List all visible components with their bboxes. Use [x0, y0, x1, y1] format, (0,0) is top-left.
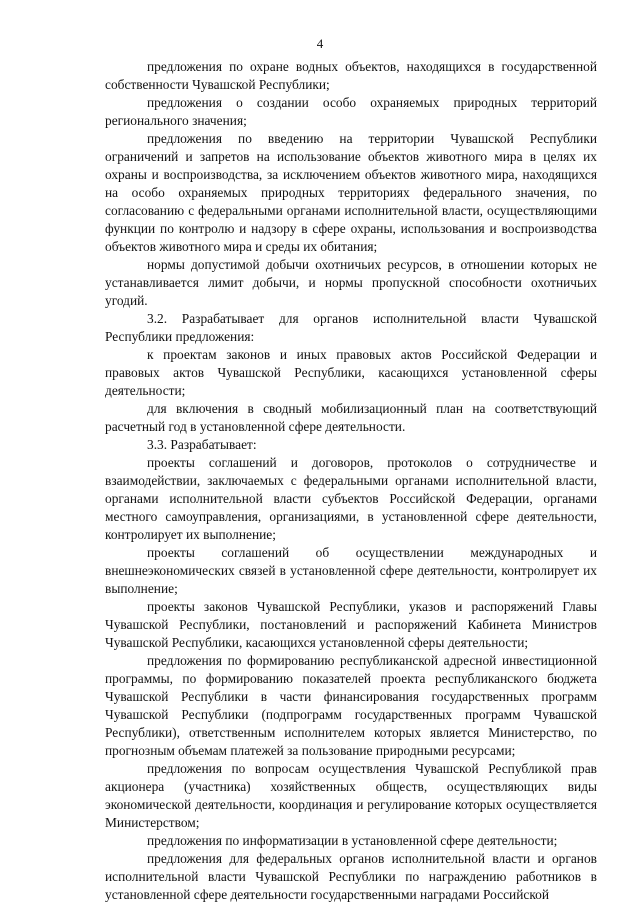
paragraph: предложения по охране водных объектов, находящихся в государственной собственности Чувашской Республики; [105, 59, 597, 92]
page-number: 4 [316, 36, 324, 51]
document-body [105, 58, 597, 904]
paragraph: для включения в сводный мобилизационный план на соответствующий расчетный год в установленной сфере деятельности. [105, 401, 597, 434]
section-paragraph-3-3: 3.3. Разрабатывает: [147, 437, 257, 452]
paragraph: предложения для федеральных органов исполнительной власти и органов исполнительной власти Чувашской Республики по награждению работников в установленной сфере деятельности государственными наградами Российской [105, 851, 597, 902]
section-paragraph-3-2: 3.2. Разрабатывает для органов исполнительной власти Чувашской Республики предложения: [105, 311, 597, 344]
paragraph: предложения по вопросам осуществления Чувашской Республикой прав акционера (участника) хозяйственных обществ, осуществляющих виды экономической деятельности, координация и регулирование которых осуществляется Министерством; [105, 761, 597, 830]
paragraph: предложения по формированию республиканской адресной инвестиционной программы, по формированию показателей проекта республиканского бюджета Чувашской Республики в части финансирования государственных программ Чувашской Республики (подпрограмм государственных программ Чувашской Республики), ответственным исполнителем которых является Министерство, по прогнозным объемам платежей за пользование природными ресурсами; [105, 653, 597, 758]
paragraph: проекты соглашений и договоров, протоколов о сотрудничестве и взаимодействии, заключаемых с федеральными органами исполнительной власти, органами исполнительной власти субъектов Российской Федерации, органами местного самоуправления, организациями, в установленной сфере деятельности, контролирует их выполнение; [105, 455, 597, 542]
paragraph: предложения по введению на территории Чувашской Республики ограничений и запретов на использование объектов животного мира в целях их охраны и воспроизводства, за исключением объектов животного мира, находящихся на особо охраняемых природных территориях федерального значения, по согласованию с федеральными органами исполнительной власти, осуществляющими функции по контролю и надзору в сфере охраны, использования и воспроизводства объектов животного мира и среды их обитания; [105, 131, 597, 254]
paragraph: проекты законов Чувашской Республики, указов и распоряжений Главы Чувашской Республики, постановлений и распоряжений Кабинета Министров Чувашской Республики, касающихся установленной сферы деятельности; [105, 599, 597, 650]
paragraph: предложения по информатизации в установленной сфере деятельности; [147, 833, 558, 848]
paragraph: проекты соглашений об осуществлении международных и внешнеэкономических связей в установленной сфере деятельности, контролирует их выполнение; [105, 545, 597, 596]
paragraph: предложения о создании особо охраняемых природных территорий регионального значения; [105, 95, 597, 128]
paragraph: нормы допустимой добычи охотничьих ресурсов, в отношении которых не устанавливается лимит добычи, и нормы пропускной способности охотничьих угодий. [105, 257, 597, 308]
paragraph: к проектам законов и иных правовых актов Российской Федерации и правовых актов Чувашской Республики, касающихся установленной сферы деятельности; [105, 347, 597, 398]
